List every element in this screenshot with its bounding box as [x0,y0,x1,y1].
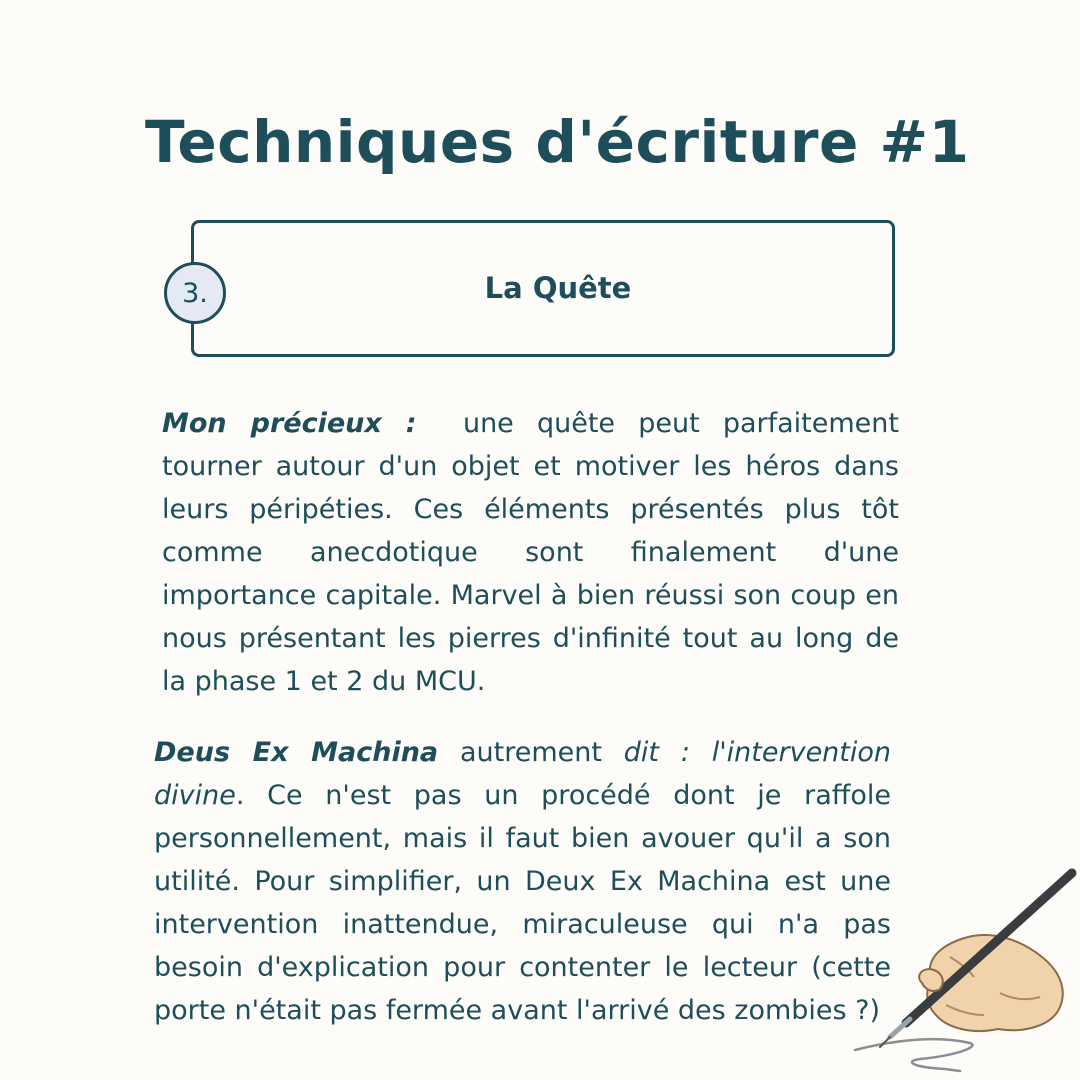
paragraph-text: autrement [459,737,602,768]
paragraph-text: . Ce n'est pas un procédé dont je raffole personnellement, mais il faut bien avouer qu'il a son utilité. Pour simplifier, un Deux Ex Machina est une intervention inattendue, miraculeuse qui n'a pas besoin d'explication pour contenter le lecteur (cette porte n'était pas fermée avant l'arrivé des zombies ?) [154,780,891,1026]
paragraph-italic-text: dit : l'intervention divine [154,737,892,811]
section-title: La Quête [484,271,632,305]
section-header-box [191,220,895,357]
page-title: Techniques d'écriture #1 [145,108,970,176]
paragraph-deus-ex-machina [154,731,891,1032]
paragraph-mon-precieux [162,402,899,703]
hand-writing-with-pen-icon [850,865,1080,1080]
paragraph-lead: Deus Ex Machina [154,737,439,768]
paragraph-text: une quête peut parfaitement tourner autour d'un objet et motiver les héros dans leurs péripéties. Ces éléments présentés plus tôt comme anecdotique sont finalement d'une importance capitale. Marvel à bien réussi son coup en nous présentant les pierres d'infinité tout au long de la phase 1 et 2 du MCU. [162,408,899,697]
section-number-badge: 3. [164,262,226,324]
paragraph-lead: Mon précieux : [162,408,417,439]
